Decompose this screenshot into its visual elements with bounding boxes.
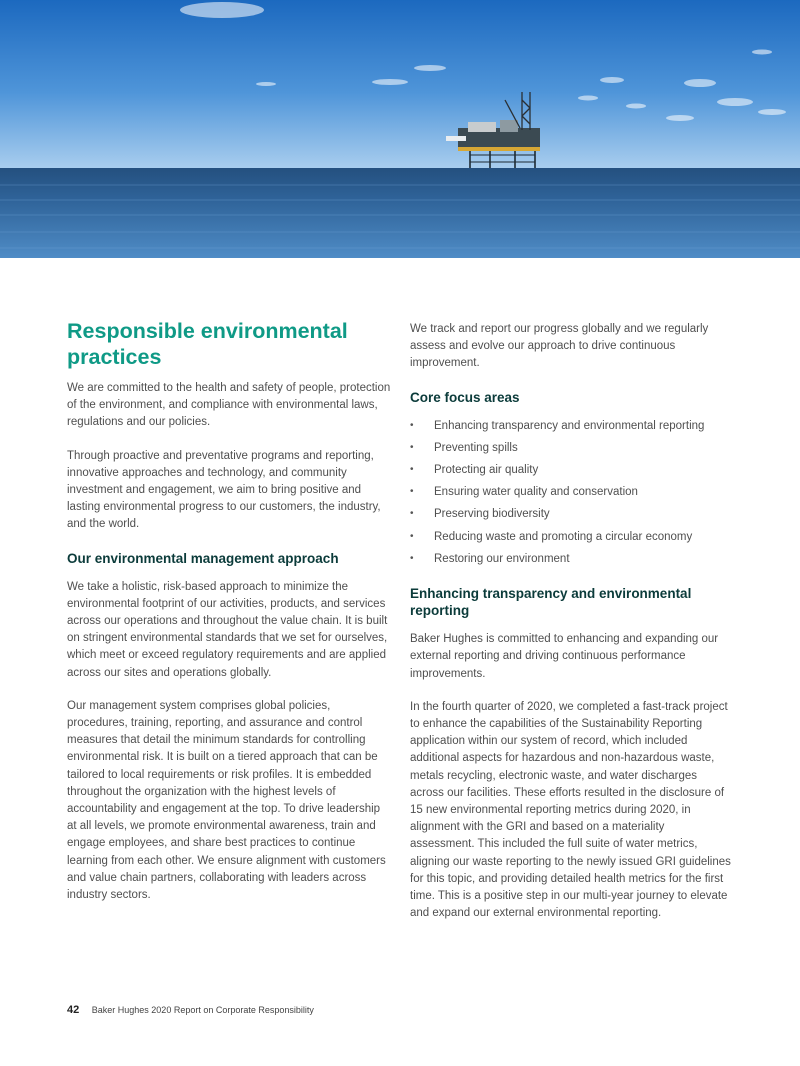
management-system-paragraph: Our management system comprises global policies, procedures, training, reporting, and assurance and control measures that detail the minimum standards for controlling environmental risk. It is built on a tiered approach that can be tailored to local requirements or risk profiles. It is embedded throughout the organization with the highest levels of accountability and engagement at the top. To drive leadership at all levels, we promote environmental awareness, train and engage employees, and share best practices to continue learning from each other. We ensure alignment with customers and value chain partners, collaborating with leaders across industry sectors. <box>67 699 386 902</box>
list-item: • Enhancing transparency and environmental reporting <box>410 418 732 435</box>
holistic-approach-paragraph: We take a holistic, risk-based approach to minimize the environmental footprint of our activities, products, and services across our operations and throughout the value chain. It is built on stringent environmental standards that we set for ourselves, which meet or exceed regulatory requirements and are applied across our sites and operations globally. <box>67 580 388 679</box>
list-item: • Preventing spills <box>410 440 732 457</box>
intro-paragraph: We are committed to the health and safety of people, protection of the environment, and compliance with environmental laws, regulations and our policies. <box>67 382 391 429</box>
list-item: • Reducing waste and promoting a circular economy <box>410 529 732 546</box>
page-number: 42 <box>67 1004 80 1016</box>
list-item: • Ensuring water quality and conservation <box>410 484 732 501</box>
offshore-rig-photo <box>0 0 800 258</box>
reporting-project-paragraph: In the fourth quarter of 2020, we completed a fast-track project to enhance the capabilities of the Sustainability Reporting application within our system of record, which included additional aspects for hazardous and non-hazardous waste, metals recycling, electronic waste, and water discharges across our facilities. These efforts resulted in the disclosure of 15 new environmental reporting metrics during 2020, in alignment with the GRI and based on a materiality assessment. This included the full suite of water metrics, aligning our waste reporting to the newly issued GRI guidelines for this topic, and providing detailed health metrics for the first time. This is a positive step in our multi-year journey to elevate and expand our external environmental reporting. <box>410 700 731 920</box>
right-column <box>410 321 732 938</box>
page-footer <box>67 1004 314 1016</box>
tracking-paragraph: We track and report our progress globally and we regularly assess and evolve our approach to drive continuous improvement. <box>410 323 709 370</box>
list-item: • Preserving biodiversity <box>410 506 732 523</box>
core-focus-list <box>410 418 732 568</box>
page-title: Responsible environmental practices <box>67 319 348 369</box>
core-focus-heading: Core focus areas <box>410 389 520 405</box>
transparency-heading: Enhancing transparency and environmental reporting <box>410 586 692 619</box>
left-column <box>67 318 392 920</box>
programs-paragraph: Through proactive and preventative programs and reporting, innovative approaches and technology, and community investment and engagement, we aim to bring positive and lasting environmental progress to our customers, the industry, and the world. <box>67 449 381 531</box>
list-item: • Restoring our environment <box>410 551 732 568</box>
commitment-paragraph: Baker Hughes is committed to enhancing and expanding our external reporting and driving continuous performance improvements. <box>410 633 719 680</box>
management-approach-heading: Our environmental management approach <box>67 550 339 566</box>
list-item: • Protecting air quality <box>410 462 732 479</box>
hero-image <box>0 0 800 258</box>
report-title: Baker Hughes 2020 Report on Corporate Responsibility <box>91 1005 314 1015</box>
